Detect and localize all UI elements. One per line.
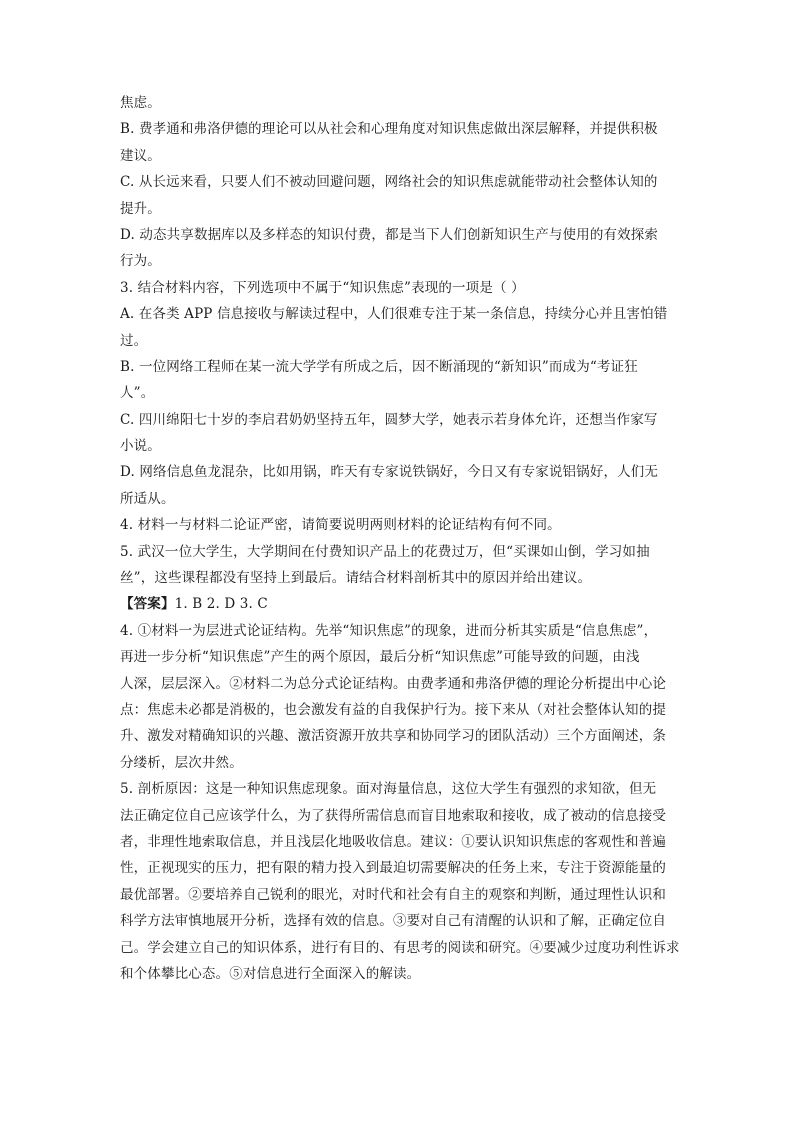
explanation-line: 人深，层层深入。②材料二为总分式论证结构。由费孝通和弗洛伊德的理论分析提出中心论	[120, 675, 666, 692]
text-line: D. 网络信息鱼龙混杂，比如用锅，昨天有专家说铁锅好，今日又有专家说铝锅好，人们无	[120, 464, 659, 481]
text-line: C. 四川绵阳七十岁的李启君奶奶坚持五年，圆梦大学，她表示若身体允许，还想当作家写	[120, 411, 658, 428]
explanation-line: 4. ①材料一为层进式论证结构。先举“知识焦虑”的现象，进而分析其实质是“信息焦虑”，	[120, 622, 658, 639]
text-line: 人”。	[120, 385, 155, 402]
explanation-line: 和个体攀比心态。⑤对信息进行全面深入的解读。	[120, 965, 421, 982]
question-options-block	[120, 90, 680, 591]
document-page	[120, 90, 680, 987]
text-line: 4. 材料一与材料二论证严密，请简要说明两则材料的论证结构有何不同。	[120, 517, 561, 534]
text-line: 提升。	[120, 200, 161, 217]
text-line: D. 动态共享数据库以及多样态的知识付费，都是当下人们创新知识生产与使用的有效探索	[120, 226, 659, 243]
text-line: 焦虑。	[120, 95, 161, 111]
text-line: 建议。	[120, 147, 161, 164]
answer-label: 【答案】	[120, 596, 175, 613]
explanation-line: 最优部署。②要培养自己锐利的眼光，对时代和社会有自主的观察和判断，通过理性认识和	[120, 886, 666, 903]
text-line: 小说。	[120, 438, 161, 455]
explanation-line: 己。学会建立自己的知识体系，进行有目的、有思考的阅读和研究。④要减少过度功利性诉求	[120, 939, 680, 956]
explanation-line: 升、激发对精确知识的兴趣、激活资源开放共享和协同学习的团队活动）三个方面阐述，条	[120, 728, 666, 745]
text-line: B. 一位网络工程师在某一流大学学有所成之后，因不断涌现的“新知识”而成为“考证狂	[120, 358, 638, 375]
explanation-line: 分缕析，层次井然。	[120, 754, 243, 771]
text-line: 丝”，这些课程都没有坚持上到最后。请结合材料剖析其中的原因并给出建议。	[120, 570, 592, 587]
answer-line	[120, 591, 680, 617]
explanation-line: 法正确定位自己应该学什么，为了获得所需信息而盲目地索取和接收，成了被动的信息接受	[120, 807, 666, 824]
text-line: 行为。	[120, 253, 161, 270]
text-line: B. 费孝通和弗洛伊德的理论可以从社会和心理角度对知识焦虑做出深层解释，并提供积极	[120, 121, 658, 138]
text-line: 过。	[120, 332, 148, 349]
text-line: 3. 结合材料内容，下列选项中不属于“知识焦虑”表现的一项是（ ）	[120, 279, 525, 296]
answer-choices: 1. B 2. D 3. C	[174, 596, 268, 613]
explanation-line: 性，正视现实的压力，把有限的精力投入到最迫切需要解决的任务上来，专注于资源能量的	[120, 860, 666, 877]
text-line: 所适从。	[120, 490, 175, 507]
text-line: C. 从长远来看，只要人们不被动回避问题，网络社会的知识焦虑就能带动社会整体认知的	[120, 174, 658, 191]
explanation-line: 点：焦虑未必都是消极的，也会激发有益的自我保护行为。接下来从（对社会整体认知的提	[120, 701, 666, 718]
explanation-line: 5. 剖析原因：这是一种知识焦虑现象。面对海量信息，这位大学生有强烈的求知欲，但无	[120, 781, 657, 798]
text-line: 5. 武汉一位大学生，大学期间在付费知识产品上的花费过万，但“买课如山倒，学习如抽	[120, 543, 650, 560]
explanation-line: 者，非理性地索取信息，并且浅层化地吸收信息。建议：①要认识知识焦虑的客观性和普遍	[120, 833, 666, 850]
explanation-line: 再进一步分析“知识焦虑”产生的两个原因，最后分析“知识焦虑”可能导致的问题，由浅	[120, 649, 640, 666]
text-line: A. 在各类 APP 信息接收与解读过程中，人们很难专注于某一条信息，持续分心并且害怕错	[120, 306, 668, 323]
answer-explanation-block	[120, 618, 680, 987]
explanation-line: 科学方法审慎地展开分析，选择有效的信息。③要对自己有清醒的认识和了解，正确定位自	[120, 913, 666, 930]
